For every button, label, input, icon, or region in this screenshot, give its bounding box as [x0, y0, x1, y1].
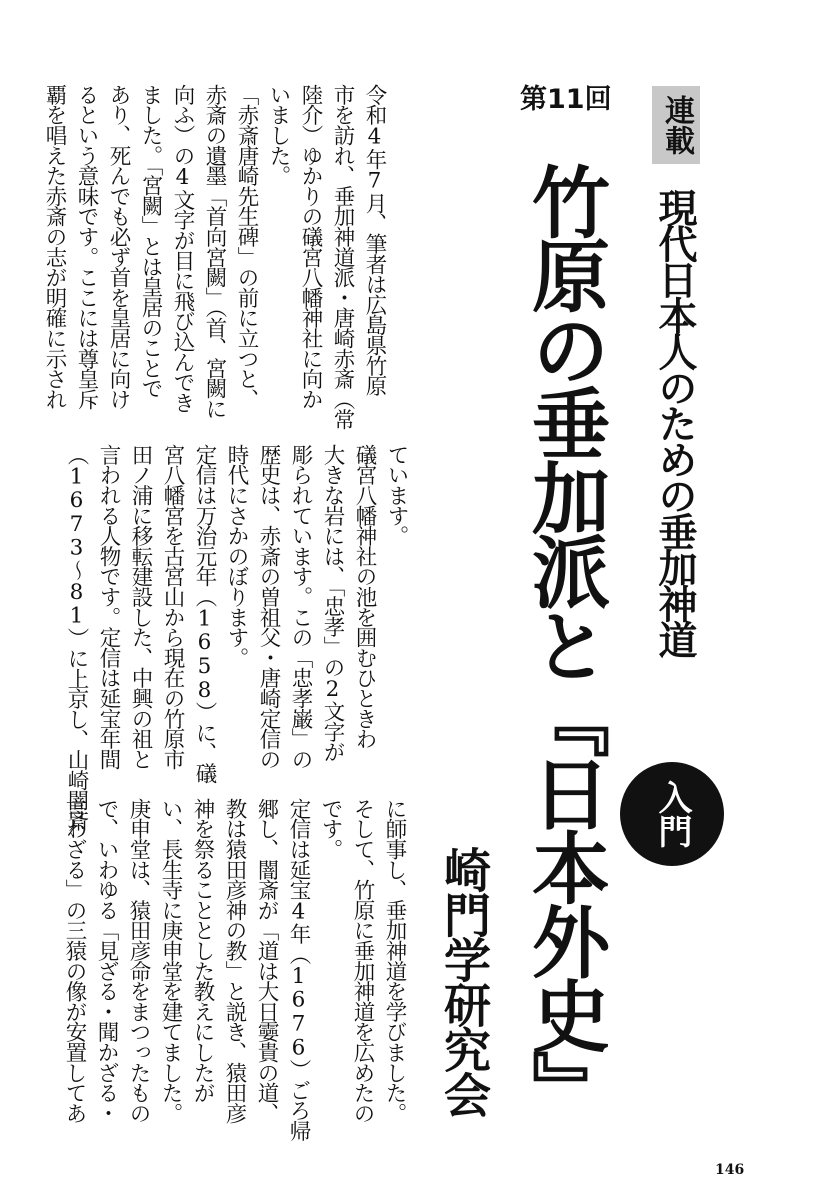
text-line: 向ふ）の4文字が目に飛び込んでき: [170, 84, 195, 413]
serial-badge-label: 連載: [659, 95, 694, 155]
text-line: （1673〜81）に上京し、山崎闇斎: [64, 444, 89, 831]
text-line: 覇を唱えた赤斎の志が明確に示され: [42, 84, 67, 409]
intro-badge: [620, 762, 724, 866]
intro-badge-label: 入門: [652, 780, 692, 848]
body-block-middle: [60, 444, 412, 831]
body-block-bottom: [60, 798, 410, 1141]
text-line: 田ノ浦に移転建設した、中興の祖と: [128, 444, 153, 769]
author-name: 崎門学研究会: [436, 846, 491, 1116]
text-line: 郷し、闇斎が「道は大日孁貴の道、: [254, 798, 279, 1123]
article-title: 竹原の垂加派と『日本外史』: [519, 162, 609, 1124]
text-line: 定信は延宝4年（1676）ごろ帰: [286, 798, 311, 1141]
serial-badge: [652, 86, 700, 164]
text-line: 「赤斎唐崎先生碑」の前に立つと、: [234, 84, 259, 409]
text-line: で、いわゆる「見ざる・聞かざる・: [94, 798, 119, 1123]
text-line: 大きな岩には、「忠孝」の2文字が: [320, 444, 345, 762]
text-line: です。: [318, 798, 343, 859]
text-line: 言わざる」の三猿の像が安置してあ: [62, 798, 87, 1123]
text-line: 歴史は、赤斎の曽祖父・唐崎定信の: [256, 444, 281, 769]
text-line: ています。: [384, 444, 409, 546]
text-line: 庚申堂は、猿田彦命をまつったもの: [126, 798, 151, 1123]
text-line: いました。: [266, 84, 291, 186]
text-line: 言われる人物です。定信は延宝年間: [96, 444, 121, 769]
text-line: 市を訪れ、垂加神道派・唐崎赤斎（常: [330, 84, 355, 430]
installment-label: 第11回: [520, 84, 612, 115]
text-line: るという意味です。ここには尊皇斥: [74, 84, 99, 409]
text-line: 時代にさかのぼります。: [224, 444, 249, 668]
text-line: 定信は万治元年（1658）に、礒: [192, 444, 217, 783]
text-line: 神を祭ることとした教えにしたが: [190, 798, 215, 1103]
text-line: 彫られています。この「忠孝巌」の: [288, 444, 313, 769]
text-line: 教は猿田彦神の教」と説き、猿田彦: [222, 798, 247, 1123]
text-line: あり、死んでも必ず首を皇居に向け: [106, 84, 131, 409]
text-line: ました。「宮闕」とは皇居のことで: [138, 84, 163, 399]
text-line: 令和4年7月、筆者は広島県竹原: [362, 84, 387, 396]
text-line: い、長生寺に庚申堂を建てました。: [158, 798, 183, 1123]
series-title: 現代日本人のための垂加神道: [652, 188, 697, 656]
text-line: 礒宮八幡神社の池を囲むひときわ: [352, 444, 377, 749]
text-line: 赤斎の遺墨「首向宮闕」（首、宮闕に: [202, 84, 227, 419]
text-line: 宮八幡宮を古宮山から現在の竹原市: [160, 444, 185, 769]
body-block-top: [42, 84, 390, 430]
page-number: 146: [715, 1162, 745, 1178]
text-line: に師事し、垂加神道を学びました。: [382, 798, 407, 1123]
text-line: 陸介）ゆかりの礒宮八幡神社に向か: [298, 84, 323, 409]
text-line: そして、竹原に垂加神道を広めたの: [350, 798, 375, 1123]
